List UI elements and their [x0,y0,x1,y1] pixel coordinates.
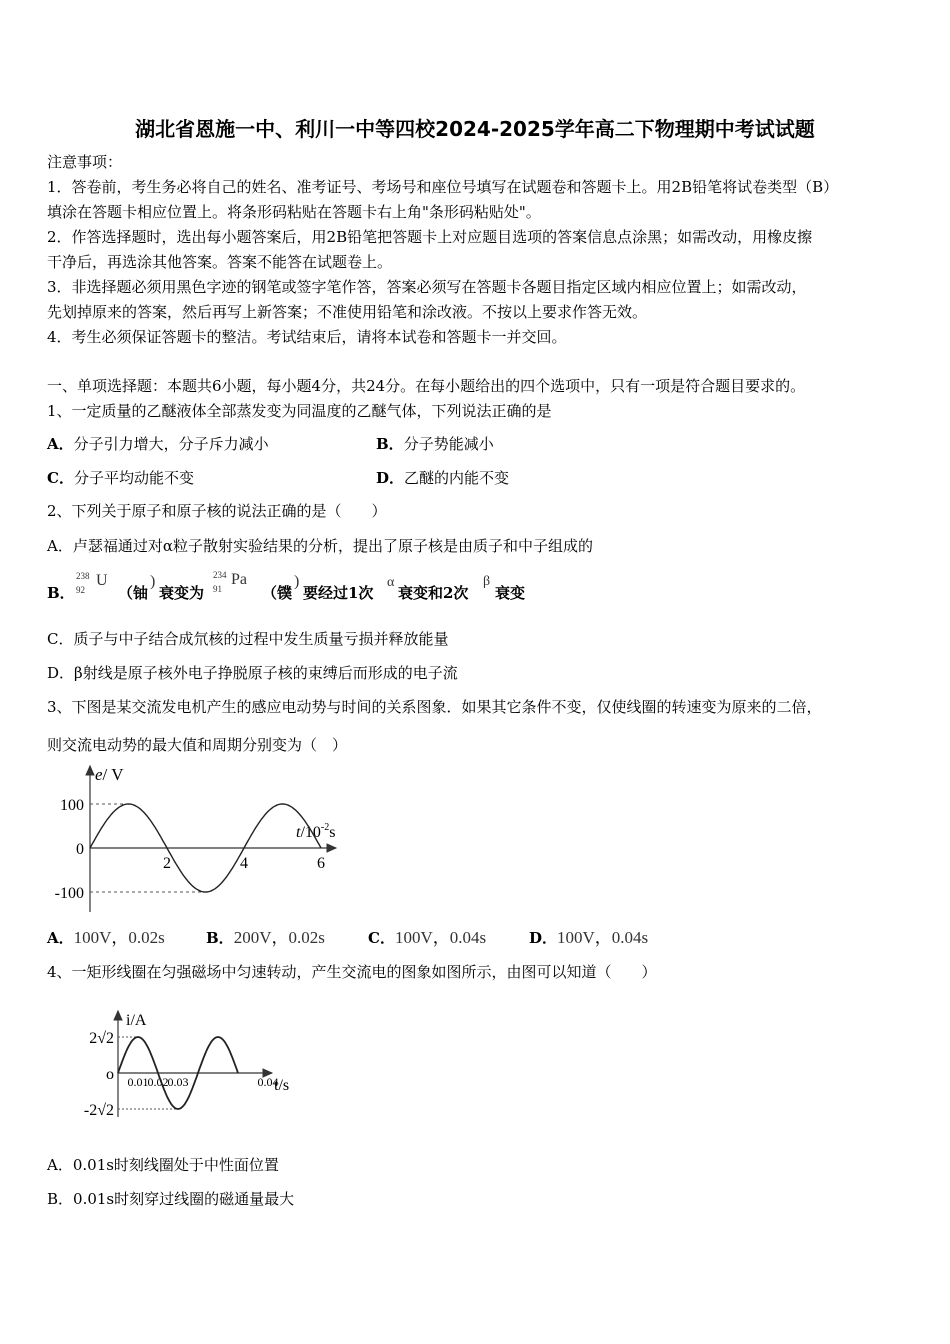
question-2-stem: 2、下列关于原子和原子核的说法正确的是（ ） [47,502,387,520]
protactinium-atomic-number: 91 [213,584,222,594]
q1-option-b-text: 分子势能减小 [403,435,494,453]
uranium-name: （铀 [118,584,149,602]
decay-text: 衰变 [495,584,526,602]
q1-option-b-label: B． [376,435,404,453]
q1-option-b [376,434,494,454]
uranium-symbol: U [96,572,108,589]
q3-option-c-label: C． [368,929,395,947]
q2-option-a: A．卢瑟福通过对α粒子散射实验结果的分析，提出了原子核是由质子和中子组成的 [47,537,593,555]
paren-close: ) [294,573,300,590]
x-tick-label: 6 [317,855,325,872]
page-title: 湖北省恩施一中、利川一中等四校2024-2025学年高二下物理期中考试试题 [135,117,815,141]
q4-option-a: A．0.01s时刻线圈处于中性面位置 [47,1156,279,1174]
y-tick-label: 100 [60,797,84,814]
x-axis-label: $t/10^{-2}s$ [296,822,336,841]
q1-option-d-label: D． [376,469,405,487]
q3-option-b [206,928,325,948]
q3-option-d-label: D． [529,929,558,947]
emf-time-graph [40,760,370,920]
q2-option-b-label: B． [47,584,75,602]
beta-symbol: β [483,574,491,589]
decay-count-text: 要经过1次 [303,584,374,602]
x-tick-label: 0.01 [127,1075,149,1089]
q3-options [47,928,165,948]
x-tick-label: 0.04 [257,1075,279,1089]
q2-option-c: C．质子与中子结合成氘核的过程中发生质量亏损并释放能量 [47,630,449,648]
q2-option-d: D．β射线是原子核外电子挣脱原子核的束缚后而形成的电子流 [47,664,458,682]
q1-option-a-label: A． [47,435,74,453]
x-tick-label: 2 [163,855,171,872]
q3-option-b-voltage: 200V [233,928,272,947]
q3-option-d-period: 0.04s [611,928,649,947]
y-tick-label: -100 [54,885,84,902]
q1-option-c-text: 分子平均动能不变 [73,469,194,487]
q3-option-c [368,928,486,948]
q3-option-c-period: 0.04s [449,928,487,947]
q3-option-b-label: B． [206,929,234,947]
uranium-atomic-number: 92 [76,585,85,595]
q1-option-d [376,468,509,488]
q3-option-c-voltage: 100V [394,928,433,947]
current-time-graph [60,1005,320,1125]
alpha-symbol: α [387,575,395,590]
question-3-stem-cont: 则交流电动势的最大值和周期分别变为（ ） [47,736,348,754]
q4-option-b: B．0.01s时刻穿过线圈的磁通量最大 [47,1190,295,1208]
y-axis-label: i/A [126,1012,147,1029]
notice-line: 3．非选择题必须用黑色字迹的钢笔或签字笔作答，答案必须写在答题卡各题目指定区域内相应位置上；如需改动， [47,278,807,296]
q1-option-a [47,434,269,454]
decay-text: 衰变为 [159,584,205,602]
notice-line: 先划掉原来的答案，然后再写上新答案；不准使用铅笔和涂改液。不按以上要求作答无效。 [47,303,648,321]
q1-option-d-text: 乙醚的内能不变 [404,469,510,487]
question-1-stem: 1、一定质量的乙醚液体全部蒸发变为同温度的乙醚气体，下列说法正确的是 [47,402,552,420]
notice-heading: 注意事项： [47,153,123,171]
x-tick-label: 0.02 [147,1075,169,1089]
q1-option-c-label: C． [47,469,74,487]
notice-line: 1．答卷前，考生务必将自己的姓名、准考证号、考场号和座位号填写在试题卷和答题卡上。用2B铅笔将试卷类型（B） [47,178,839,196]
section-heading: 一、单项选择题：本题共6小题，每小题4分，共24分。在每小题给出的四个选项中，只有一项是符合题目要求的。 [47,377,806,395]
uranium-mass-number: 238 [76,571,90,581]
x-tick-label: 4 [240,855,248,872]
q3-option-d-voltage: 100V [557,928,595,947]
q1-option-a-text: 分子引力增大，分子斥力减小 [73,435,269,453]
y-tick-label: o [106,1066,114,1083]
protactinium-name: （镤 [262,584,293,602]
q1-option-c [47,468,194,488]
q3-option-c-sep: ， [432,928,450,948]
x-axis-label: t/s [274,1077,290,1094]
q3-option-b-sep: ， [271,928,289,948]
paren-close: ) [150,573,156,590]
notice-line: 4．考生必须保证答题卡的整洁。考试结束后，请将本试卷和答题卡一并交回。 [47,328,567,346]
q3-option-b-period: 0.02s [288,928,325,947]
protactinium-symbol: Pa [231,571,247,588]
q3-option-d [529,928,648,948]
y-tick-label: -2√2 [83,1102,114,1119]
y-tick-label: 0 [76,841,84,858]
q3-option-d-sep: ， [594,928,612,948]
notice-line: 填涂在答题卡相应位置上。将条形码粘贴在答题卡右上角"条形码粘贴处"。 [47,203,541,221]
q3-option-a-label: A． [47,929,74,947]
question-3-stem: 3、下图是某交流发电机产生的感应电动势与时间的关系图象．如果其它条件不变，仅使线圈的转速变为原来的二倍， [47,698,822,716]
notice-line: 干净后，再选涂其他答案。答案不能答在试题卷上。 [47,253,393,271]
q3-option-a-voltage: 100V [73,928,112,947]
question-4-stem: 4、一矩形线圈在匀强磁场中匀速转动，产生交流电的图象如图所示，由图可以知道（ ） [47,963,657,981]
y-tick-label: 2√2 [89,1030,114,1047]
q3-option-a-period: 0.02s [128,928,165,947]
y-axis-label: e/ V [95,765,124,784]
notice-line: 2．作答选择题时，选出每小题答案后，用2B铅笔把答题卡上对应题目选项的答案信息点涂黑；如需改动，用橡皮擦 [47,228,813,246]
x-tick-label: 0.03 [167,1075,189,1089]
protactinium-mass-number: 234 [213,570,227,580]
q3-option-a-sep: ， [111,928,129,948]
decay-count-text: 衰变和2次 [398,584,469,602]
